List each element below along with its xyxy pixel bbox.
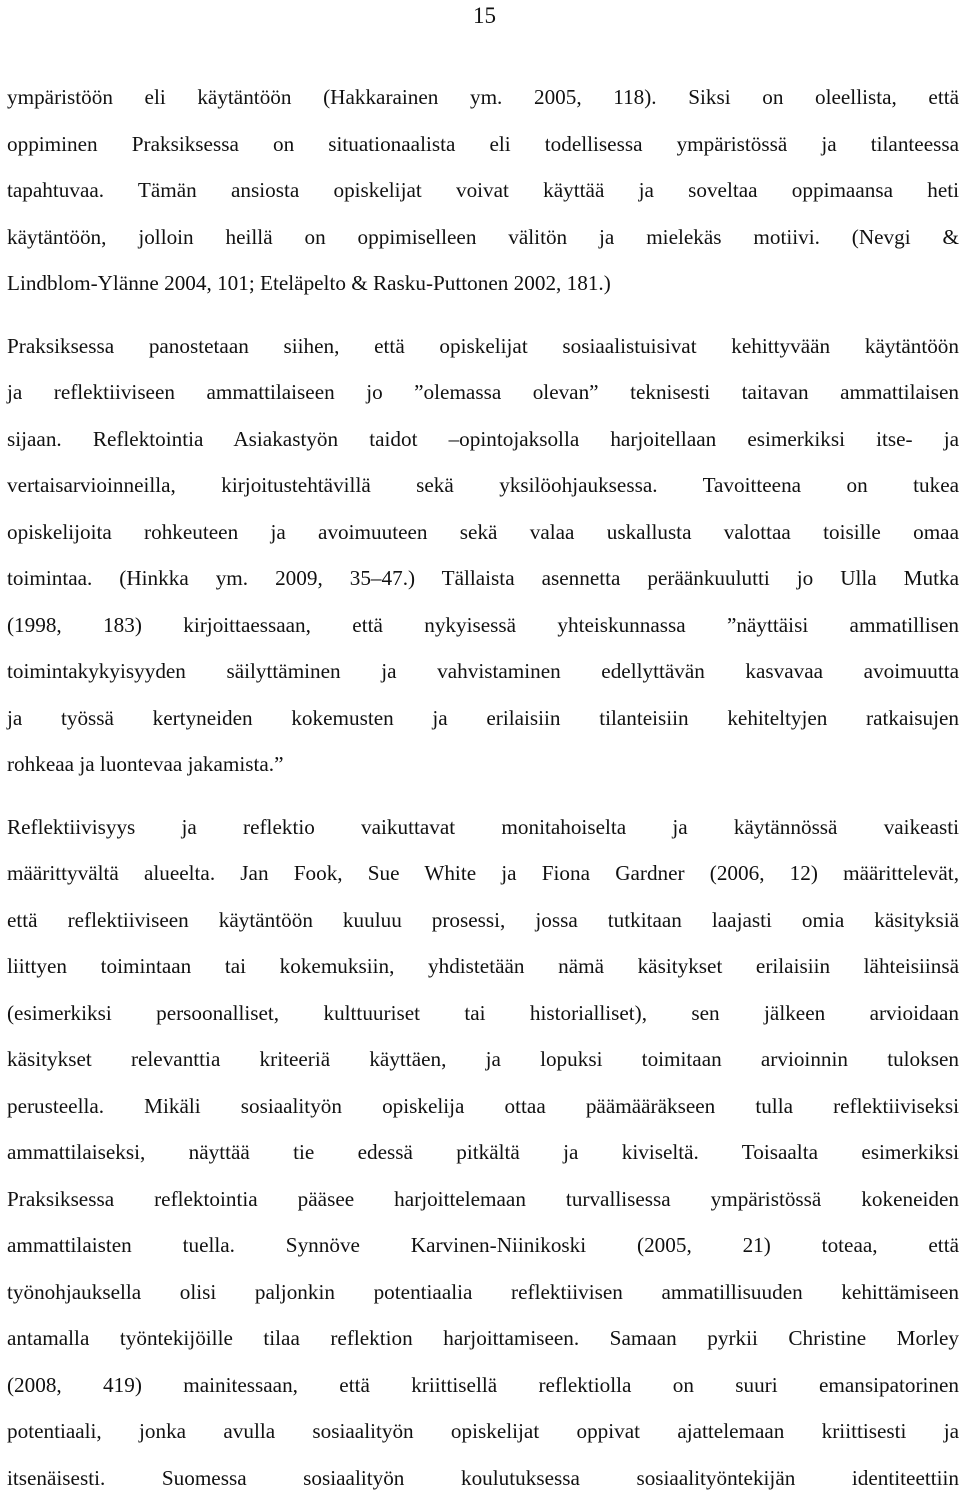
paragraph-1 xyxy=(7,74,959,307)
text-line: sijaan. Reflektointia Asiakastyön taidot –opintojaksolla harjoitellaan esimerkiksi itse- ja xyxy=(7,416,959,463)
text-line: oppiminen Praksiksessa on situationaalista eli todellisessa ympäristössä ja tilanteessa xyxy=(7,121,959,168)
text-line: potentiaali, jonka avulla sosiaalityön opiskelijat oppivat ajattelemaan kriittisesti ja xyxy=(7,1408,959,1455)
text-line: käsitykset relevanttia kriteeriä käyttäen, ja lopuksi toimitaan arvioinnin tuloksen xyxy=(7,1036,959,1083)
text-line: Praksiksessa reflektointia pääsee harjoittelemaan turvallisessa ympäristössä kokeneiden xyxy=(7,1176,959,1223)
text-line: (1998, 183) kirjoittaessaan, että nykyisessä yhteiskunnassa ”näyttäisi ammatillisen xyxy=(7,602,959,649)
body-text xyxy=(7,74,959,1501)
text-line: ympäristöön eli käytäntöön (Hakkarainen ym. 2005, 118). Siksi on oleellista, että xyxy=(7,74,959,121)
text-line: käytäntöön, jolloin heillä on oppimiselleen välitön ja mielekäs motiivi. (Nevgi & xyxy=(7,214,959,261)
text-line: toimintaa. (Hinkka ym. 2009, 35–47.) Tällaista asennetta peräänkuulutti jo Ulla Mutka xyxy=(7,555,959,602)
page-number: 15 xyxy=(473,2,496,30)
text-line: tapahtuvaa. Tämän ansiosta opiskelijat voivat käyttää ja soveltaa oppimaansa heti xyxy=(7,167,959,214)
text-line: Lindblom-Ylänne 2004, 101; Eteläpelto & Rasku-Puttonen 2002, 181.) xyxy=(7,260,959,307)
text-line: että reflektiiviseen käytäntöön kuuluu prosessi, jossa tutkitaan laajasti omia käsityksiä xyxy=(7,897,959,944)
text-line: vertaisarvioinneilla, kirjoitustehtävillä sekä yksilöohjauksessa. Tavoitteena on tukea xyxy=(7,462,959,509)
text-line: liittyen toimintaan tai kokemuksiin, yhdistetään nämä käsitykset erilaisiin lähteisiinsä xyxy=(7,943,959,990)
text-line: rohkeaa ja luontevaa jakamista.” xyxy=(7,741,959,788)
paragraph-2 xyxy=(7,323,959,788)
paragraph-3 xyxy=(7,804,959,1501)
text-line: määrittyvältä alueelta. Jan Fook, Sue White ja Fiona Gardner (2006, 12) määrittelevät, xyxy=(7,850,959,897)
text-line: itsenäisesti. Suomessa sosiaalityön koulutuksessa sosiaalityöntekijän identiteettiin xyxy=(7,1455,959,1501)
text-line: perusteella. Mikäli sosiaalityön opiskelija ottaa päämääräkseen tulla reflektiiviseksi xyxy=(7,1083,959,1130)
text-line: ammattilaisten tuella. Synnöve Karvinen-Niinikoski (2005, 21) toteaa, että xyxy=(7,1222,959,1269)
paragraph-gap xyxy=(7,307,959,323)
text-line: antamalla työntekijöille tilaa reflektion harjoittamiseen. Samaan pyrkii Christine Morley xyxy=(7,1315,959,1362)
text-line: (esimerkiksi persoonalliset, kulttuuriset tai historialliset), sen jälkeen arvioidaan xyxy=(7,990,959,1037)
text-line: työnohjauksella olisi paljonkin potentiaalia reflektiivisen ammatillisuuden kehittämiseen xyxy=(7,1269,959,1316)
text-line: Reflektiivisyys ja reflektio vaikuttavat monitahoiselta ja käytännössä vaikeasti xyxy=(7,804,959,851)
text-line: ja työssä kertyneiden kokemusten ja erilaisiin tilanteisiin kehiteltyjen ratkaisujen xyxy=(7,695,959,742)
text-line: ja reflektiiviseen ammattilaiseen jo ”olemassa olevan” teknisesti taitavan ammattilaisen xyxy=(7,369,959,416)
text-line: (2008, 419) mainitessaan, että kriittisellä reflektiolla on suuri emansipatorinen xyxy=(7,1362,959,1409)
text-line: Praksiksessa panostetaan siihen, että opiskelijat sosiaalistuisivat kehittyvään käytäntöön xyxy=(7,323,959,370)
paragraph-gap xyxy=(7,788,959,804)
text-line: ammattilaiseksi, näyttää tie edessä pitkältä ja kiviseltä. Toisaalta esimerkiksi xyxy=(7,1129,959,1176)
text-line: toimintakykyisyyden säilyttäminen ja vahvistaminen edellyttävän kasvavaa avoimuutta xyxy=(7,648,959,695)
text-line: opiskelijoita rohkeuteen ja avoimuuteen sekä valaa uskallusta valottaa toisille omaa xyxy=(7,509,959,556)
